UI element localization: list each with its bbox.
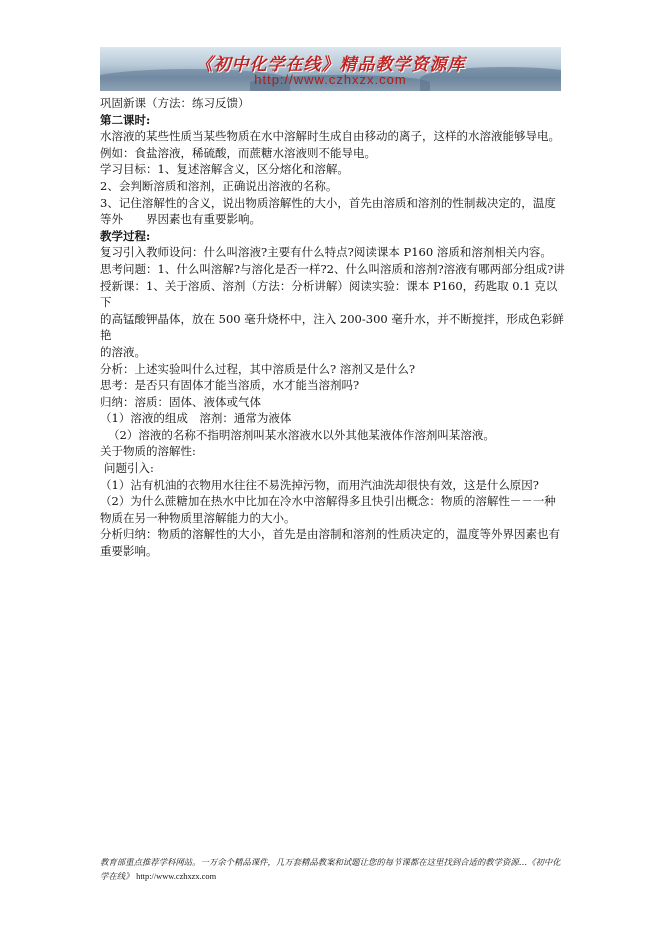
paragraph-line: 归纳：溶质：固体、液体或气体 xyxy=(100,394,261,409)
footer-link[interactable]: http://www.czhxzx.com xyxy=(136,872,217,881)
paragraph-line: 例如：食盐溶液，稀硫酸，而蔗糖水溶液则不能导电。 xyxy=(100,145,376,160)
paragraph-line: 的溶液。 xyxy=(100,344,146,359)
paragraph-line: （2）为什么蔗糖加在热水中比加在冷水中溶解得多且快引出概念：物质的溶解性－－一种 xyxy=(100,494,556,509)
paragraph-line: 分析：上述实验叫什么过程，其中溶质是什么? 溶剂又是什么? xyxy=(100,361,415,376)
banner-title: 《初中化学在线》精品教学资源库 xyxy=(195,55,466,75)
paragraph-line: 水溶液的某些性质当某些物质在水中溶解时生成自由移动的离子，这样的水溶液能够导电。 xyxy=(100,129,560,144)
paragraph-line: 问题引入: xyxy=(104,461,154,476)
paragraph-line: 思考：是否只有固体才能当溶质，水才能当溶剂吗? xyxy=(100,378,360,393)
section-heading-second-lesson: 第二课时: xyxy=(100,112,151,127)
paragraph-line: （1）沾有机油的衣物用水往往不易洗掉污物，而用汽油洗却很快有效，这是什么原因? xyxy=(100,477,539,492)
paragraph-line: 重要影响。 xyxy=(100,544,158,559)
footer-text: 教育部重点推荐学科网站。一万余个精品课件，几万套精品教案和试题让您的每节课都在这里找到合适的教学资源…《初中化学在线》 xyxy=(100,857,561,881)
section-heading-teaching-process: 教学过程: xyxy=(100,228,151,243)
paragraph-line: 的高锰酸钾晶体，放在 500 毫升烧杯中，注入 200-300 毫升水，并不断搅拌，形成色彩鲜艳 xyxy=(100,311,564,343)
learning-goal-3: 3、记住溶解性的含义，说出物质溶解性的大小，首先由溶质和溶剂的性制裁决定的，温度 xyxy=(100,195,556,210)
banner-url[interactable]: http://www.czhxzx.com xyxy=(254,72,407,87)
paragraph-line: 思考问题：1、什么叫溶解?与溶化是否一样?2、什么叫溶质和溶剂?溶液有哪两部分组成?讲 xyxy=(100,261,565,276)
header-banner xyxy=(100,47,561,91)
document-body xyxy=(100,95,567,560)
learning-goal-3-cont: 等外 界因素也有重要影响。 xyxy=(100,212,261,227)
paragraph-line: （1）溶液的组成 溶剂：通常为液体 xyxy=(100,411,292,426)
section-heading-review: 巩固新课（方法：练习反馈） xyxy=(100,96,250,110)
learning-goal-2: 2、会判断溶质和溶剂，正确说出溶液的名称。 xyxy=(100,178,338,193)
paragraph-line: 复习引入教师设问：什么叫溶液?主要有什么特点?阅读课本 P160 溶质和溶剂相关内容。 xyxy=(100,245,552,260)
paragraph-line: 关于物质的溶解性: xyxy=(100,444,196,459)
paragraph-line: 物质在另一种物质里溶解能力的大小。 xyxy=(100,510,296,525)
paragraph-line: 授新课：1、关于溶质、溶剂（方法：分析讲解）阅读实验：课本 P160，药匙取 0.1 克以下 xyxy=(100,278,558,310)
paragraph-line: （2）溶液的名称不指明溶剂叫某水溶液水以外其他某液体作溶剂叫某溶液。 xyxy=(108,427,495,442)
paragraph-line: 分析归纳：物质的溶解性的大小，首先是由溶制和溶剂的性质决定的，温度等外界因素也有 xyxy=(100,527,560,542)
learning-goal-1: 学习目标：1、复述溶解含义，区分熔化和溶解。 xyxy=(100,162,349,177)
page-footer xyxy=(100,855,567,884)
